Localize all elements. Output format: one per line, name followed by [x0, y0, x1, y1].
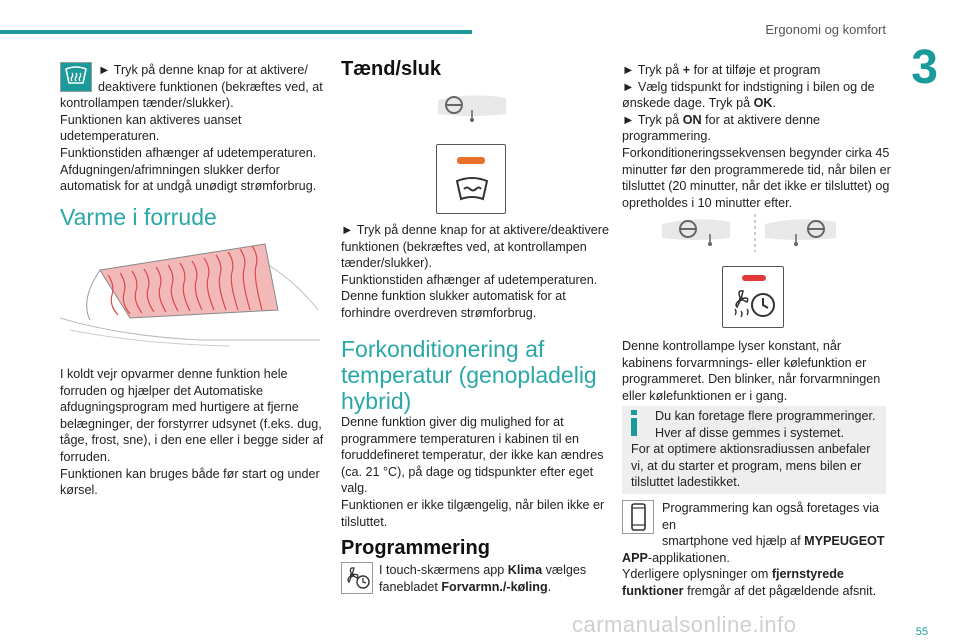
text-line: Forkonditioneringssekvensen begynder cirka 45	[622, 145, 890, 160]
heading-programming: Programmering	[341, 537, 490, 559]
text-line: afdugningsprogram med hurtigere at fjerne	[60, 400, 299, 415]
text-line	[622, 533, 892, 550]
text-line: tænder/slukker).	[341, 256, 432, 271]
text-span: ► Tryk på	[622, 63, 683, 77]
heading-windscreen-heat: Varme i forrude	[60, 204, 217, 230]
windscreen-text	[60, 366, 330, 499]
text-span: vælges	[542, 563, 587, 577]
watermark: carmanualsonline.info	[572, 612, 797, 637]
red-indicator-lamp	[742, 275, 766, 281]
text-line	[622, 112, 892, 129]
text-line: opretholdes i 10 minutter efter.	[622, 195, 793, 210]
section-title: Ergonomi og komfort	[765, 22, 886, 37]
info-text	[631, 408, 883, 491]
text-line: tilsluttet ladestikket.	[631, 475, 741, 490]
text-line: Denne funktion slukker automatisk for at	[341, 289, 566, 304]
heading-on-off: Tænd/sluk	[341, 58, 442, 80]
text-line: Funktionen er ikke tilgængelig, når bilen ikke er	[341, 497, 605, 512]
text-span: fanebladet	[379, 579, 442, 594]
text-line: kontrollampen tænder/slukker).	[60, 96, 234, 111]
text-span: ► Tryk på	[622, 112, 683, 127]
text-line: ► Tryk på denne knap for at aktivere/	[98, 63, 308, 77]
text-line	[622, 566, 892, 583]
smartphone-text	[622, 500, 892, 600]
text-line: Funktionstiden afhænger af udetemperaturen.	[60, 145, 317, 160]
text-line: eller kølefunktionen er i gang.	[622, 388, 788, 403]
text-span: .	[547, 579, 552, 594]
info-box	[622, 406, 886, 494]
text-line: udetemperaturen.	[60, 129, 160, 144]
text-line: forruden.	[60, 449, 111, 464]
preconditioning-button-icon	[722, 266, 784, 328]
text-line: automatisk for at undgå unødigt strømforbrug.	[60, 179, 317, 194]
page-number: 55	[915, 626, 928, 638]
preconditioning-text	[341, 414, 611, 530]
steering-wheel-location-icon	[436, 92, 508, 126]
text-line	[379, 562, 619, 579]
text-line: Denne kontrollampe lyser konstant, når	[622, 339, 842, 353]
text-line: For at optimere aktionsradiussen anbefaler	[631, 442, 871, 457]
text-line	[622, 583, 892, 600]
text-line: programmering.	[622, 129, 711, 144]
text-line: ► Vælg tidspunkt for indstigning i bilen og de	[622, 79, 875, 94]
text-line: Denne funktion giver dig mulighed for at	[341, 415, 564, 429]
text-span: I touch-skærmens app	[379, 563, 508, 577]
on-off-text	[341, 222, 611, 322]
text-line: Programmering kan også foretages via en	[662, 501, 880, 532]
text-line: deaktivere funktionen (bekræftes ved, at	[98, 79, 323, 94]
on-label: ON	[682, 112, 702, 127]
text-line: Funktionstiden afhænger af udetemperaturen.	[341, 272, 598, 287]
text-line: foruddefineret temperatur, der ikke kan ændres	[341, 448, 604, 463]
text-line: belægninger, der forstyrrer udsynet (f.eks. dug,	[60, 416, 322, 431]
text-line: ► Tryk på denne knap for at aktivere/deaktivere	[341, 223, 609, 237]
text-line: kabinens forvarmnings- eller kølefunktion er	[622, 355, 867, 370]
text-line	[622, 550, 892, 567]
text-line: Funktionen kan bruges både før start og under	[60, 466, 320, 481]
text-span: -applikationen.	[647, 550, 730, 565]
text-line: tilsluttet (20 minutter, når det ikke er tilsluttet) og	[622, 179, 890, 194]
app-name: MYPEUGEOT	[804, 534, 885, 549]
programming-steps-text	[622, 62, 892, 211]
heading-line: temperatur (genopladelig	[341, 362, 597, 388]
text-line: Funktionen kan aktiveres uanset	[60, 112, 242, 127]
text-span: smartphone ved hjælp af	[662, 534, 805, 549]
text-line: Hver af disse gemmes i systemet.	[655, 425, 844, 440]
remote-functions-label: fjernstyrede	[771, 567, 844, 582]
text-span: .	[772, 96, 776, 111]
climate-label: Klima	[507, 563, 543, 577]
text-span: Yderligere oplysninger om	[622, 567, 772, 582]
text-line: minutter før den programmerede tid, når bilen er	[622, 162, 891, 177]
text-line: tilsluttet.	[341, 514, 388, 529]
text-line: funktionen (bekræftes ved, at kontrollampen	[341, 239, 587, 254]
ok-label: OK	[753, 96, 773, 111]
heading-line: Forkonditionering af	[341, 336, 545, 362]
text-line: (ca. 21 °C), på dage og tidspunkter efter eget	[341, 464, 594, 479]
lamp-text	[622, 338, 892, 404]
heading-preconditioning	[341, 336, 611, 414]
header-accent-bar	[0, 30, 472, 34]
text-line: I koldt vejr opvarmer denne funktion hele	[60, 367, 288, 381]
orange-indicator-lamp	[457, 157, 485, 164]
text-line	[622, 95, 892, 112]
text-line: forhindre overdreven strømforbrug.	[341, 305, 537, 320]
text-line: forruden og hjælper det Automatiske	[60, 383, 264, 398]
intro-text	[60, 62, 330, 195]
plus-label: +	[682, 63, 691, 77]
text-line	[622, 62, 892, 79]
text-line	[379, 579, 619, 596]
climate-app-icon	[341, 562, 373, 594]
chapter-number: 3	[911, 41, 938, 94]
text-line: kørsel.	[60, 483, 98, 498]
text-line: programmere temperaturen i kabinen til en	[341, 431, 580, 446]
windscreen-illustration	[60, 240, 320, 350]
text-span: for at tilføje et program	[690, 63, 821, 77]
dashboard-location-icons	[660, 214, 840, 252]
text-line: Afdugningen/afrimningen slukker derfor	[60, 162, 280, 177]
text-line: Du kan foretage flere programmeringer.	[655, 409, 876, 423]
text-span: fremgår af det pågældende afsnit.	[683, 583, 877, 598]
programming-text	[379, 562, 619, 595]
tab-label: Forvarmn./-køling	[441, 579, 548, 594]
text-line: valg.	[341, 481, 368, 496]
text-line: tåge, frost, sne), i den ene eller i begge sider af	[60, 433, 324, 448]
heading-line: hybrid)	[341, 388, 412, 414]
text-span: for at aktivere denne	[701, 112, 820, 127]
text-span: ønskede dage. Tryk på	[622, 96, 754, 111]
app-name: APP	[622, 550, 648, 565]
text-line: vi, at du starter et program, mens bilen er	[631, 458, 862, 473]
text-line: programmeret. Den blinker, når forvarmningen	[622, 372, 881, 387]
front-demist-button-icon	[436, 144, 506, 214]
remote-functions-label: funktioner	[622, 583, 684, 598]
